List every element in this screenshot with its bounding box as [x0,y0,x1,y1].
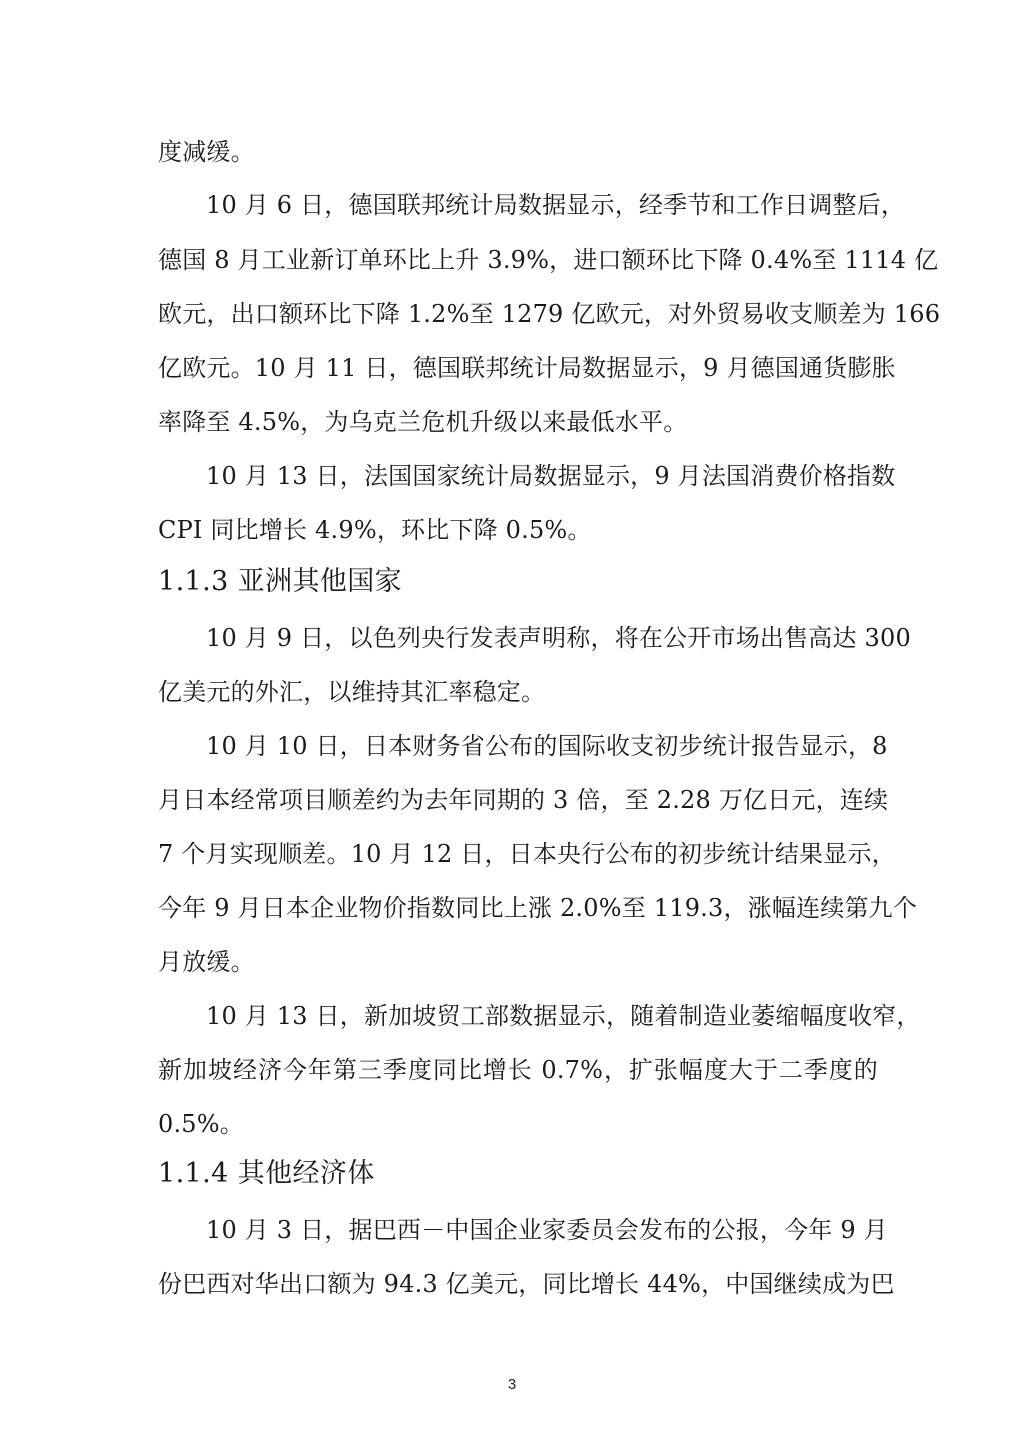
paragraph-line: 新加坡经济今年第三季度同比增长 0.7%，扩张幅度大于二季度的 [158,1056,878,1084]
paragraph-line: 7 个月实现顺差。10 月 12 日，日本央行公布的初步统计结果显示， [158,840,896,868]
paragraph-line: 10 月 13 日，新加坡贸工部数据显示，随着制造业萎缩幅度收窄， [206,1002,921,1030]
paragraph-line: 0.5%。 [158,1110,244,1138]
section-heading: 1.1.3 亚洲其他国家 [158,566,403,597]
paragraph-line: 10 月 10 日，日本财务省公布的国际收支初步统计报告显示，8 [206,732,888,760]
paragraph-line: 欧元，出口额环比下降 1.2%至 1279 亿欧元，对外贸易收支顺差为 166 [158,300,941,328]
paragraph-line: 亿欧元。10 月 11 日，德国联邦统计局数据显示，9 月德国通货膨胀 [158,354,896,382]
paragraph-line: 月日本经常项目顺差约为去年同期的 3 倍，至 2.28 万亿日元，连续 [158,786,889,814]
paragraph-line: 亿美元的外汇，以维持其汇率稳定。 [158,678,546,706]
paragraph-line: 份巴西对华出口额为 94.3 亿美元，同比增长 44%，中国继续成为巴 [158,1270,895,1298]
paragraph-line: 今年 9 月日本企业物价指数同比上涨 2.0%至 119.3，涨幅连续第九个 [158,894,918,922]
paragraph-line: 度减缓。 [158,138,255,166]
paragraph-line: 德国 8 月工业新订单环比上升 3.9%，进口额环比下降 0.4%至 1114 亿 [158,246,939,274]
section-heading: 1.1.4 其他经济体 [158,1158,375,1189]
page-number: 3 [507,1376,517,1393]
paragraph-line: 10 月 13 日，法国国家统计局数据显示，9 月法国消费价格指数 [206,462,896,490]
paragraph-line: 10 月 3 日，据巴西－中国企业家委员会发布的公报，今年 9 月 [206,1216,888,1244]
paragraph-line: 10 月 9 日，以色列央行发表声明称，将在公开市场出售高达 300 [206,624,911,652]
paragraph-line: 10 月 6 日，德国联邦统计局数据显示，经季节和工作日调整后， [206,191,906,219]
paragraph-line: 率降至 4.5%，为乌克兰危机升级以来最低水平。 [158,408,688,436]
paragraph-line: CPI 同比增长 4.9%，环比下降 0.5%。 [158,516,592,544]
paragraph-line: 月放缓。 [158,948,255,976]
